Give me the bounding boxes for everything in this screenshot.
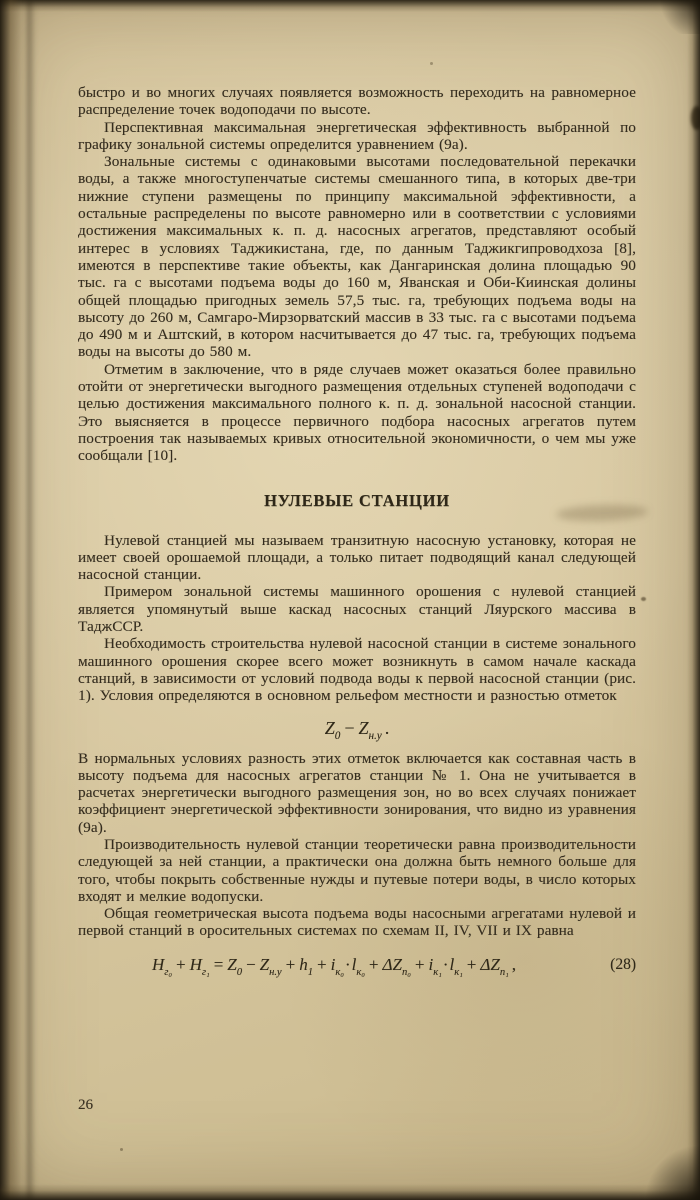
formula-term: Z [259,954,270,974]
page-edge-left [0,0,30,1200]
page-number: 26 [78,1097,93,1113]
paragraph: Необходимость строительства нулевой насосной станции в системе зонального машинного орошения скорее всего может возникнуть в самом начале каскада станций, в зависимости от условий подвода воды к первой насосной станции (рис. 1). Условия определяются в основном рельефом местности и разностью отметок [78,635,636,705]
paragraph: Общая геометрическая высота подъема воды насосными агрегатами нулевой и первой станций в оросительных системах по схемам II, IV, VII и IX равна [78,905,636,940]
paragraph: Отметим в заключение, что в ряде случаев может оказаться более правильно отойти от энергетически выгодного размещения отдельных ступеней водоподачи с целью достижения максимального полного к. п. д. зональной насосной станции. Это выясняется в процессе первичного подбора насосных агрегатов путем построения так называемых кривых относительной экономичности, о чем мы уже сообщали [10]. [78,360,636,465]
formula-elevation-difference [78,717,636,743]
formula-subscript: к₀ [335,967,344,979]
equation-number: (28) [610,955,636,973]
formula-term: H [189,954,202,974]
formula-term: Z [324,717,335,738]
page-edge-bottom [0,1184,700,1200]
page-edge-top [0,0,700,12]
formula-operator: + [368,954,379,974]
paragraph: Нулевой станцией мы называем транзитную насосную установку, которая не имеет своей орошаемой площади, а только питает подводящий канал следующей насосной станции. [78,531,636,584]
formula-term: Z [227,954,237,974]
formula-operator: + [176,954,186,974]
formula-subscript: г₁ [201,967,210,979]
formula-operator: + [414,954,425,974]
formula-subscript: 0 [334,730,341,743]
scan-speck [641,597,646,601]
formula-subscript: н.у [368,730,382,743]
formula-operator: + [466,954,477,974]
formula-term: i [330,954,336,974]
page-corner-shadow-top-right [656,0,700,34]
formula-term: ΔZ [480,954,500,974]
paragraph: Примером зональной системы машинного орошения с нулевой станцией является упомянутый выше каскад насосных станций Ляурского массива в ТаджССР. [78,583,636,636]
section-heading: НУЛЕВЫЕ СТАНЦИИ [264,490,450,510]
formula-subscript: п₁ [499,967,509,979]
formula-operator: = [213,954,224,974]
formula-operator: + [316,954,327,974]
formula-subscript: г₀ [164,967,173,979]
formula-term: l [449,954,455,974]
formula-operator: · [344,954,351,974]
formula-subscript: н.у [269,967,282,979]
formula-term: l [351,954,357,974]
page-content [78,84,636,979]
formula-subscript: 1 [307,967,313,979]
formula-operator: − [344,717,355,738]
paragraph: Производительность нулевой станции теоретически равна производительности следующей за ней станции, а практически она должна быть немного больше для того, чтобы покрыть собственные нужды и путевые потери воды, в число которых входят и мелкие водопуски. [78,835,636,905]
page-edge-right [687,0,700,1200]
scan-speck [120,1148,123,1151]
scan-speck [430,62,433,65]
formula-terminator: . [384,717,390,738]
formula-term: i [428,954,434,974]
paragraph: Зональные системы с одинаковыми высотами последовательной перекачки воды, а также многоступенчатые системы смешанного типа, в которых две-три нижние ступени размещены по принципу максимальной эффективности, а остальные распределены по высоте равномерно или в соответствии с условиями достижения максимальных к. п. д. насосных агрегатов, представляют особый интерес в условиях Таджикистана, где, по данным Таджикгипроводхоза [8], имеются в перспективе такие объекты, как Дангаринская долина площадью 90 тыс. га с высотами подъема воды до 160 м, Яванская и Оби-Киинская долины общей площадью пригодных земель 57,5 тыс. га, требующих подъема воды на высоту до 260 м, Самгаро-Мирзорватский массив в 33 тыс. га с высотами подъема до 490 м и Аштский, в котором насчитывается до 47 тыс. га, требующих подъема воды на высоты до 580 м. [78,153,636,361]
page-gutter-shadow [27,0,36,1200]
formula-term: Z [358,717,369,738]
formula-operator: − [246,954,256,974]
equation-28-expression [151,954,517,979]
formula-subscript: 0 [236,967,243,979]
formula-subscript: к₀ [356,967,365,979]
formula-operator: + [285,954,296,974]
formula-operator: · [442,954,449,974]
formula-subscript: п₀ [401,967,411,979]
formula-term: ΔZ [382,954,402,974]
formula-terminator: , [511,954,517,974]
paragraph: В нормальных условиях разность этих отметок включается как составная часть в высоту подъема для насосных агрегатов станции № 1. Она не учитывается в расчетах энергетически выгодного размещения зон, но во всех случаях понижает коэффициент энергетической эффективности зонирования, что видно из уравнения (9а). [78,749,636,836]
scan-artifact [691,106,700,130]
formula-subscript: к₁ [433,967,442,979]
equation-28 [78,954,636,979]
formula-subscript: к₁ [454,967,463,979]
paragraph: быстро и во многих случаях появляется возможность переходить на равномерное распределение точек водоподачи по высоте. [78,84,636,119]
paragraph: Перспективная максимальная энергетическая эффективность выбранной по графику зональной системы определится уравнением (9а). [78,118,636,153]
page-corner-shadow-bottom-right [646,1146,700,1200]
formula-term: h [299,954,308,974]
formula-term: H [151,954,165,974]
